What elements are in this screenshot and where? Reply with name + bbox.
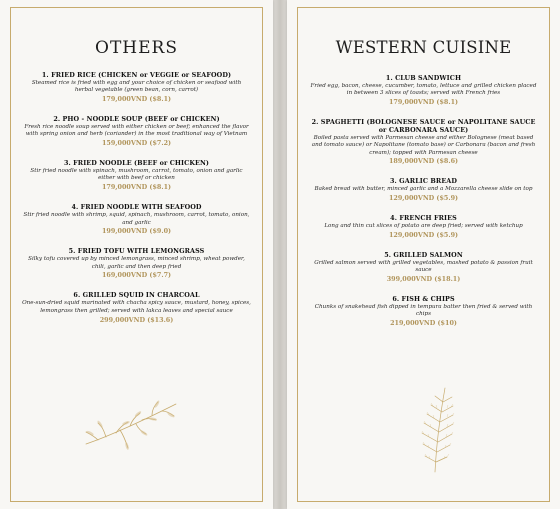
item-description: Fried egg, bacon, cheese, cucumber, tomato, lettuce and grilled chicken placed in between 3 slices of toasts; served with French fries xyxy=(310,83,537,97)
item-description: Silky tofu covered up by minced lemongrass, minced shrimp, wheat powder, chili, garlic and then deep fried xyxy=(28,256,245,270)
menu-item xyxy=(22,115,251,148)
menu-item xyxy=(22,71,251,104)
item-name: 4. FRENCH FRIES xyxy=(390,214,457,223)
item-price: 169,000VND ($7.7) xyxy=(101,271,172,280)
item-name: 1. CLUB SANDWICH xyxy=(385,74,462,82)
menu-item xyxy=(22,291,251,324)
item-description: Steamed rice is fried with egg and your choice of chicken or seafood with herbal vegetable (green bean, corn, carrot) xyxy=(31,80,242,94)
item-description: Boiled pasta served with Parmesan cheese and either Bolognese (meat based and tomato sauce) or Napolitane (tomato base) or Carbonara (bacon and fresh cream); topped with Parmesan cheese xyxy=(311,135,536,156)
olive-branch-icon xyxy=(80,396,190,456)
item-name: 5. FRIED TOFU WITH LEMONGRASS xyxy=(68,247,205,256)
menu-item xyxy=(309,177,538,203)
item-price: 189,000VND ($8.6) xyxy=(388,157,459,166)
item-name: 2. PHO - NOODLE SOUP (BEEF or CHICKEN) xyxy=(53,115,220,124)
item-description: Long and thin cut slices of potato are deep fried; served with ketchup xyxy=(324,223,523,230)
page-title: WESTERN CUISINE xyxy=(335,38,512,57)
item-price: 219,000VND ($10) xyxy=(390,319,457,328)
menu-item-list xyxy=(22,71,251,336)
menu-item xyxy=(309,251,538,284)
item-description: Baked bread with butter, minced garlic and a Mozzarella cheese slide on top xyxy=(314,186,533,193)
item-price: 179,000VND ($8.1) xyxy=(388,98,459,107)
menu-page-others xyxy=(0,0,273,509)
item-name: 6. FISH & CHIPS xyxy=(392,295,455,304)
item-price: 299,000VND ($13.6) xyxy=(99,315,174,324)
item-description: Fresh rice noodle soup served with either chicken or beef; enhanced the flavor with spring onion and herb (coriander) in the most traditional way of Vietnam xyxy=(24,124,249,138)
item-price: 159,000VND ($7.2) xyxy=(101,139,172,148)
item-price: 129,000VND ($5.9) xyxy=(388,194,459,203)
item-price: 179,000VND ($8.1) xyxy=(101,95,172,104)
menu-item xyxy=(309,295,538,328)
item-description: One-sun-dried squid marinated with chacha spicy sauce, mustard, honey, spices, lemongrass then grilled; served with lakca leaves and special sauce xyxy=(22,300,251,314)
menu-item xyxy=(22,203,251,236)
menu-item xyxy=(22,159,251,192)
item-description: Stir fried noodle with spinach, mushroom, carrot, tomato, onion and garlic either with beef or chicken xyxy=(30,168,243,182)
item-price: 399,000VND ($18.1) xyxy=(386,275,461,284)
item-description: Grilled salmon served with grilled vegetables, mashed potato & passion fruit sauce xyxy=(314,260,533,274)
item-name: 6. GRILLED SQUID IN CHARCOAL xyxy=(73,291,200,300)
item-name: 2. SPAGHETTI (BOLOGNESE SAUCE or NAPOLITANE SAUCE or CARBONARA SAUCE) xyxy=(311,118,536,135)
menu-item xyxy=(309,214,538,240)
menu-page-western-cuisine xyxy=(287,0,560,509)
fern-sprig-icon xyxy=(405,382,467,474)
item-name: 5. GRILLED SALMON xyxy=(384,251,463,260)
item-price: 199,000VND ($9.0) xyxy=(101,227,172,236)
page-title: OTHERS xyxy=(95,38,178,58)
menu-item xyxy=(22,247,251,280)
item-name: 1. FRIED RICE (CHICKEN or VEGGIE or SEAFOOD) xyxy=(41,71,232,79)
item-name: 4. FRIED NOODLE WITH SEAFOOD xyxy=(71,203,202,212)
item-description: Chunks of snakehead fish dipped in tempura batter then fried & served with chips xyxy=(314,304,533,318)
item-name: 3. GARLIC BREAD xyxy=(389,177,457,186)
menu-item xyxy=(309,118,538,166)
item-price: 179,000VND ($8.1) xyxy=(101,183,172,192)
item-name: 3. FRIED NOODLE (BEEF or CHICKEN) xyxy=(63,159,210,168)
item-price: 129,000VND ($5.9) xyxy=(388,231,459,240)
menu-item-list xyxy=(309,74,538,339)
menu-item xyxy=(309,74,538,107)
item-description: Stir fried noodle with shrimp, squid, spinach, mushroom, carrot, tomato, onion, and garlic xyxy=(23,212,250,226)
